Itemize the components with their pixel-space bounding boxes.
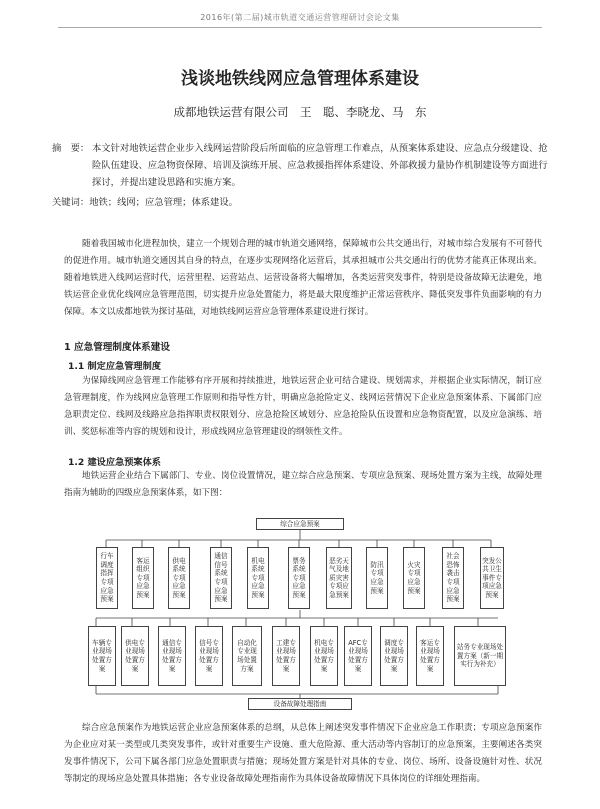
keywords: 关键词：地铁；线网；应急管理；体系建设。 xyxy=(52,197,238,208)
comprehensive-plan-box: 综合应急预案 xyxy=(256,518,344,530)
onsite-plan-box: 工建专业现场处置方案 xyxy=(272,626,300,686)
abstract-text: 本文针对地铁运营企业步入线网运营阶段后所面临的应急管理工作难点，从预案体系建设、应急点分级建设、抢险队伍建设、应急物资保障、培训及演练开展、应急救援指挥体系建设、外部救援力量协作机制建设等方面进行探讨，并提出建设思路和实施方案。 xyxy=(92,143,548,188)
paper-title: 浅谈地铁线网应急管理体系建设 xyxy=(181,69,419,89)
special-plan-box: 通信信号系统专项应急预案 xyxy=(210,547,232,609)
onsite-plan-box: 供电专业现场处置方案 xyxy=(121,626,149,686)
special-plan-box: 恶劣天气及地质灾害专项应急预案 xyxy=(326,547,352,609)
abstract xyxy=(52,140,552,191)
onsite-plan-box: 车辆专业现场处置方案 xyxy=(88,626,116,686)
header-divider xyxy=(58,27,542,28)
onsite-plan-box: 信号专业现场处置方案 xyxy=(195,626,223,686)
onsite-plan-box: 客运专业现场处置方案 xyxy=(416,626,444,686)
special-plan-box: 票务系统专项应急预案 xyxy=(288,547,310,609)
special-plan-box: 防汛专项应急预案 xyxy=(366,547,388,609)
plan-system-diagram xyxy=(88,510,512,710)
fault-guide-box: 设备故障处理指南 xyxy=(248,698,352,710)
onsite-plan-box: 机电专业现场处置方案 xyxy=(310,626,338,686)
closing-paragraph: 综合应急预案作为地铁运营企业应急预案体系的总纲，从总体上阐述突发事件情况下企业应急工作职责；专项应急预案作为企业应对某一类型或几类突发事件，或针对重要生产设施、重大危险源、重大活动等内容制订的应急预案，主要阐述各类突发事件情况下，公司下属各部门应急处置职责与措施；现场处置方案是针对具体的专业、岗位、场所、设备设施针对性、状况等制定的现场应急处置具体措施；各专业设备故障处理指南作为具体设备故障情况下具体岗位的详细处理指南。 xyxy=(64,723,542,784)
diagram-connectors xyxy=(88,510,512,710)
abstract-label: 摘 要： xyxy=(52,143,90,154)
special-plan-box: 社会恐怖袭击专项应急预案 xyxy=(442,547,464,609)
special-plan-box: 突发公共卫生事件专项应急预案 xyxy=(480,547,504,609)
author-line: 成都地铁运营有限公司 王 聪、李晓龙、马 东 xyxy=(173,105,427,119)
section-1-heading: 1 应急管理制度体系建设 xyxy=(64,342,170,353)
section-1-1-paragraph: 为保障线网应急管理工作能够有序开展和持续推进，地铁运营企业可结合建设、规划需求，并根据企业实际情况，制订应急管理制度，作为线网应急管理工作原则和指导性方针，明确应急抢险定义、线网运营情况下企业应急预案体系、下属部门应急职责定位、线网及线路应急指挥职责权限划分、应急抢险区域划分、应急抢险队伍设置和应急物资配置，以及应急演练、培训、奖惩标准等内容的规划和设计，形成线网应急管理建设的纲领性文件。 xyxy=(64,376,542,437)
special-plan-box: 客运组织专项应急预案 xyxy=(132,547,154,609)
special-plan-box: 行车调度指挥专项应急预案 xyxy=(96,547,118,609)
onsite-plan-box: 通信专业现场处置方案 xyxy=(158,626,186,686)
special-plan-box: 供电系统专项应急预案 xyxy=(168,547,190,609)
onsite-plan-box: 调度专业现场处置方案 xyxy=(380,626,408,686)
onsite-plan-box: AFC专业现场处置方案 xyxy=(344,626,372,686)
special-plan-box: 火灾专项应急预案 xyxy=(403,547,425,609)
onsite-plan-box: 站务专业现场处置方案（新一期实行为补充） xyxy=(454,626,506,686)
section-1-1-heading: 1.1 制定应急管理制度 xyxy=(68,361,161,372)
section-1-2-heading: 1.2 建设应急预案体系 xyxy=(68,457,161,468)
intro-paragraph: 随着我国城市化进程加快，建立一个规划合理的城市轨道交通网络，保障城市公共交通出行，对城市综合发展有不可替代的促进作用。城市轨道交通因其自身的特点，在逐步实现网络化运营后，其承担城市公共交通出行的优势才能真正体现出来。随着地铁进入线网运营时代，运营里程、运营站点、运营设备将大幅增加，各类运营突发事件，特别是设备故障无法避免，地铁运营企业优化线网应急管理范围，切实提升应急处置能力，将是最大限度维护正常运营秩序、降低突发事件负面影响的有力保障。本文以成都地铁为探讨基础，对地铁线网运营应急管理体系建设进行探讨。 xyxy=(64,239,542,317)
onsite-plan-box: 自动化专业现场处置方案 xyxy=(232,626,262,686)
section-1-2-paragraph: 地铁运营企业结合下属部门、专业、岗位设置情况，建立综合应急预案、专项应急预案、现场处置方案为主线，故障处理指南为辅助的四级应急预案体系，如下图： xyxy=(64,471,542,498)
running-header: 2016年(第二届)城市轨道交通运营管理研讨会论文集 xyxy=(200,13,400,22)
special-plan-box: 机电系统专项应急预案 xyxy=(247,547,269,609)
